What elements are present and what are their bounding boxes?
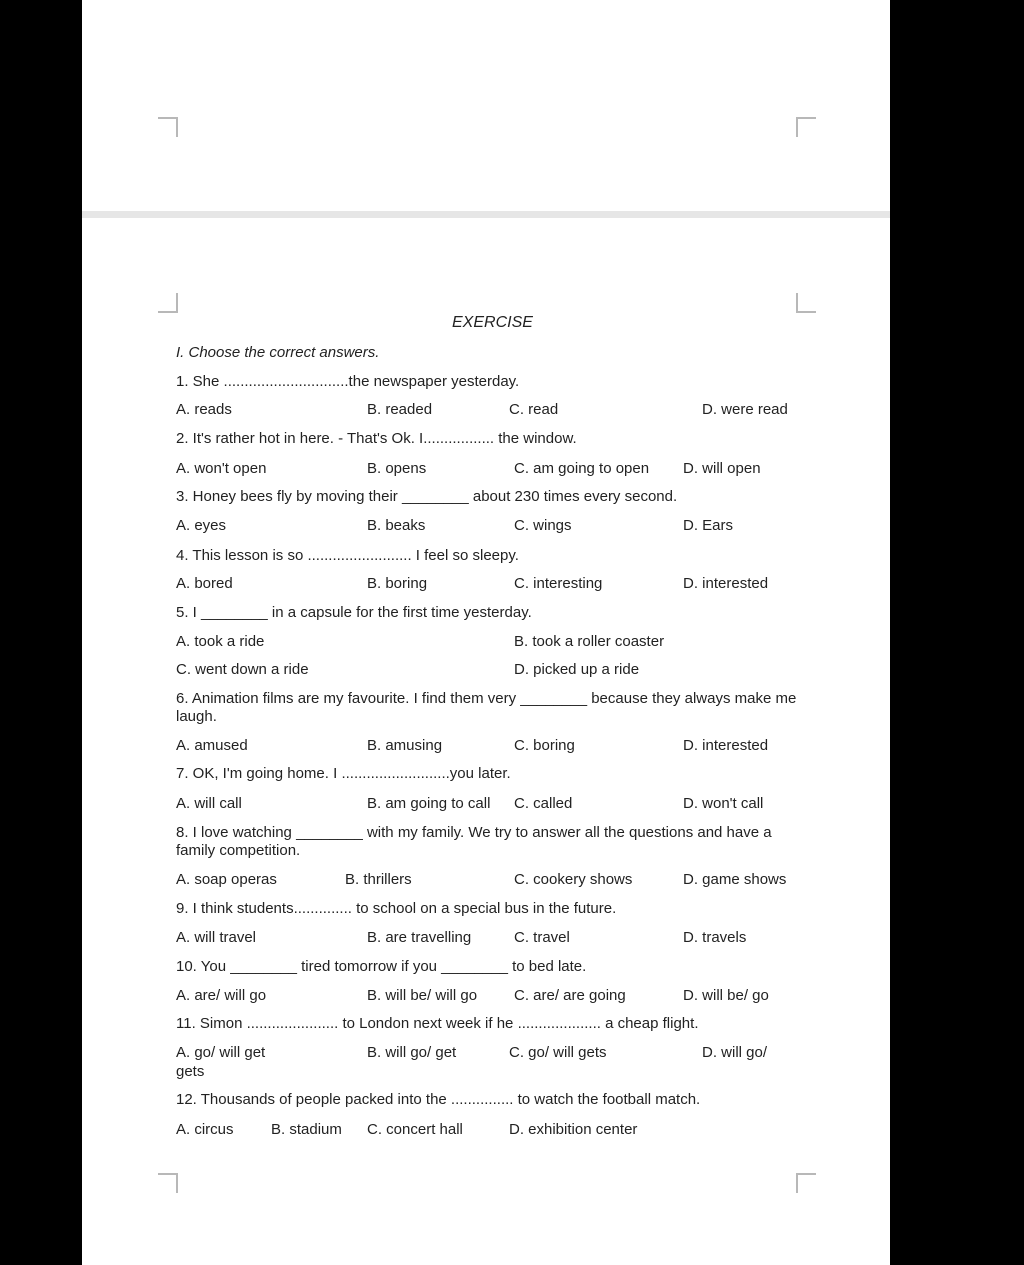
page-separator — [82, 211, 890, 218]
option-7d: D. won't call — [683, 795, 764, 812]
option-3c: C. wings — [514, 517, 572, 534]
option-1d: D. were read — [702, 401, 788, 418]
option-2a: A. won't open — [176, 460, 267, 477]
document-page — [82, 218, 890, 1265]
option-1b: B. readed — [367, 401, 433, 418]
crop-mark-top-left — [158, 1173, 178, 1193]
option-2d: D. will open — [683, 460, 761, 477]
option-11a: A. go/ will get — [176, 1044, 266, 1061]
option-5a: A. took a ride — [176, 633, 265, 650]
option-4c: C. interesting — [514, 575, 603, 592]
option-11d: D. will go/ — [702, 1044, 768, 1061]
option-11a-continued: gets — [176, 1063, 205, 1080]
question-10: 10. You ________ tired tomorrow if you ________ to bed late. — [176, 958, 587, 975]
option-9c: C. travel — [514, 929, 570, 946]
option-6d: D. interested — [683, 737, 769, 754]
option-2b: B. opens — [367, 460, 427, 477]
option-10d: D. will be/ go — [683, 987, 769, 1004]
option-2c: C. am going to open — [514, 460, 650, 477]
crop-mark-bottom-left — [158, 293, 178, 313]
option-11c: C. go/ will gets — [509, 1044, 607, 1061]
question-11: 11. Simon ...................... to London next week if he .................... a cheap flight. — [176, 1015, 699, 1032]
option-1a: A. reads — [176, 401, 232, 418]
option-4a: A. bored — [176, 575, 233, 592]
option-12d: D. exhibition center — [509, 1121, 638, 1138]
option-10c: C. are/ are going — [514, 987, 626, 1004]
option-5b: B. took a roller coaster — [514, 633, 665, 650]
option-3a: A. eyes — [176, 517, 227, 534]
option-11b: B. will go/ get — [367, 1044, 457, 1061]
option-6c: C. boring — [514, 737, 575, 754]
option-8d: D. game shows — [683, 871, 787, 888]
option-7b: B. am going to call — [367, 795, 491, 812]
crop-mark-top-right — [796, 1173, 816, 1193]
option-1c: C. read — [509, 401, 559, 418]
option-5c: C. went down a ride — [176, 661, 309, 678]
question-6: 6. Animation films are my favourite. I find them very ________ because they always make me laugh. — [176, 690, 797, 725]
option-9b: B. are travelling — [367, 929, 472, 946]
crop-mark-top-right — [796, 117, 816, 137]
option-3b: B. beaks — [367, 517, 426, 534]
option-5d: D. picked up a ride — [514, 661, 640, 678]
crop-mark-top-left — [158, 117, 178, 137]
option-8a: A. soap operas — [176, 871, 277, 888]
question-1: 1. She ..............................the newspaper yesterday. — [176, 373, 520, 390]
question-2: 2. It's rather hot in here. - That's Ok. I................. the window. — [176, 430, 577, 447]
option-10b: B. will be/ will go — [367, 987, 478, 1004]
question-4: 4. This lesson is so ......................... I feel so sleepy. — [176, 547, 519, 564]
question-7: 7. OK, I'm going home. I ..........................you later. — [176, 765, 511, 782]
option-7c: C. called — [514, 795, 573, 812]
option-12b: B. stadium — [271, 1121, 342, 1138]
section-heading: I. Choose the correct answers. — [176, 344, 380, 361]
question-9: 9. I think students.............. to school on a special bus in the future. — [176, 900, 617, 917]
question-3: 3. Honey bees fly by moving their ________ about 230 times every second. — [176, 488, 678, 505]
page-top — [82, 0, 890, 211]
option-12c: C. concert hall — [367, 1121, 463, 1138]
crop-mark-bottom-right — [796, 293, 816, 313]
question-5: 5. I ________ in a capsule for the first time yesterday. — [176, 604, 532, 621]
option-10a: A. are/ will go — [176, 987, 267, 1004]
option-6a: A. amused — [176, 737, 248, 754]
option-3d: D. Ears — [683, 517, 734, 534]
option-9d: D. travels — [683, 929, 747, 946]
option-4b: B. boring — [367, 575, 428, 592]
option-8c: C. cookery shows — [514, 871, 633, 888]
option-12a: A. circus — [176, 1121, 234, 1138]
question-8: 8. I love watching ________ with my family. We try to answer all the questions and have a family competition. — [176, 824, 772, 859]
option-7a: A. will call — [176, 795, 242, 812]
option-4d: D. interested — [683, 575, 769, 592]
option-8b: B. thrillers — [345, 871, 412, 888]
option-9a: A. will travel — [176, 929, 257, 946]
option-6b: B. amusing — [367, 737, 443, 754]
question-12: 12. Thousands of people packed into the ............... to watch the football match. — [176, 1091, 701, 1108]
exercise-title: EXERCISE — [452, 314, 533, 331]
